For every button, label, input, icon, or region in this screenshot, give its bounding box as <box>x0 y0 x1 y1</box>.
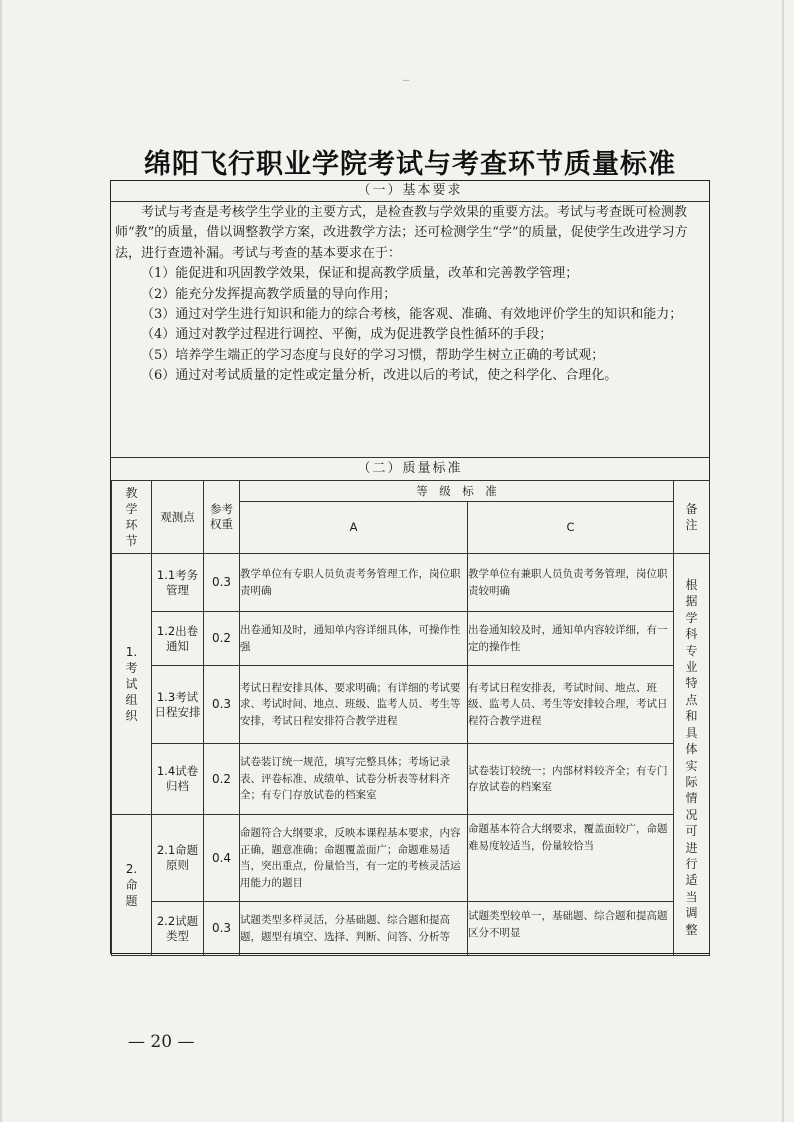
grade-c-cell: 试题类型较单一，基础题、综合题和提高题区分不明显 <box>468 902 674 956</box>
point-cell: 1.3考试日程安排 <box>152 666 204 744</box>
weight-cell: 0.2 <box>204 612 240 666</box>
note-cell: 根据学科专业特点和具体实际情况可进行适当调整 <box>674 554 710 956</box>
table-row <box>112 666 710 744</box>
table-row <box>112 902 710 956</box>
point-cell: 2.1命题原则 <box>152 815 204 902</box>
weight-cell: 0.3 <box>204 666 240 744</box>
header-stage: 教学环节 <box>112 481 152 554</box>
scan-edge-left <box>0 0 2 1122</box>
table-header-row <box>112 481 710 502</box>
weight-cell: 0.2 <box>204 744 240 815</box>
stage-cell: 1.考试组织 <box>112 554 152 815</box>
stage-cell: 2.命题 <box>112 815 152 956</box>
standards-frame <box>110 180 710 954</box>
grade-a-cell: 考试日程安排具体、要求明确；有详细的考试要求、考试时间、地点、班级、监考人员、考生等安排，考试日程安排符合教学进程 <box>240 666 468 744</box>
grade-a-cell: 出卷通知及时，通知单内容详细具体，可操作性强 <box>240 612 468 666</box>
table-row <box>112 554 710 612</box>
grade-c-cell: 试卷装订较统一；内部材料较齐全；有专门存放试卷的档案室 <box>468 744 674 815</box>
point-cell: 1.4试卷归档 <box>152 744 204 815</box>
section1-heading: （一）基本要求 <box>111 181 709 202</box>
quality-standards-table <box>111 480 710 956</box>
requirement-item: （5）培养学生端正的学习态度与良好的学习习惯，帮助学生树立正确的考试观； <box>141 347 605 363</box>
header-grade-c: C <box>468 502 674 554</box>
point-cell: 2.2试题类型 <box>152 902 204 956</box>
grade-a-cell: 试卷装订统一规范，填写完整具体；考场记录表、评卷标准、成绩单、试卷分析表等材料齐全；有专门存放试卷的档案室 <box>240 744 468 815</box>
point-cell: 1.1考务管理 <box>152 554 204 612</box>
header-point: 观测点 <box>152 481 204 554</box>
document-title: 绵阳飞行职业学院考试与考查环节质量标准 <box>144 149 676 180</box>
page-mark: – <box>402 70 410 89</box>
grade-a-cell: 教学单位有专职人员负责考务管理工作，岗位职责明确 <box>240 554 468 612</box>
requirement-item: （4）通过对教学过程进行调控、平衡，成为促进教学良性循环的手段； <box>141 327 553 343</box>
weight-cell: 0.3 <box>204 554 240 612</box>
requirement-item: （2）能充分发挥提高教学质量的导向作用； <box>141 286 397 302</box>
requirement-item: （3）通过对学生进行知识和能力的综合考核，能客观、准确、有效地评价学生的知识和能力； <box>141 307 683 323</box>
page-number: — 20 — <box>128 1032 195 1052</box>
grade-c-cell: 命题基本符合大纲要求，覆盖面较广，命题难易度较适当，份量较恰当 <box>468 815 674 902</box>
scan-edge-right <box>782 0 784 1122</box>
weight-cell: 0.3 <box>204 902 240 956</box>
section1-intro: 考试与考查是考核学生学业的主要方式，是检查教与学效果的重要方法。考试与考查既可检测教师“教”的质量，借以调整教学方案，改进教学方法；还可检测学生“学”的质量，促使学生改进学习方法，进行查遗补漏。考试与考查的基本要求在于： <box>115 205 688 261</box>
header-grade: 等 级 标 准 <box>240 481 674 502</box>
table-row <box>112 744 710 815</box>
requirement-item: （1）能促进和巩固教学效果，保证和提高教学质量，改革和完善教学管理； <box>141 266 579 282</box>
grade-a-cell: 命题符合大纲要求，反映本课程基本要求，内容正确，题意准确；命题覆盖面广；命题难易适当，突出重点，份量恰当，有一定的考核灵活运用能力的题目 <box>240 815 468 902</box>
weight-cell: 0.4 <box>204 815 240 902</box>
point-cell: 1.2出卷通知 <box>152 612 204 666</box>
grade-a-cell: 试题类型多样灵活，分基础题、综合题和提高题，题型有填空、选择、判断、问答、分析等 <box>240 902 468 956</box>
section2-heading: （二）质量标准 <box>111 457 709 481</box>
table-row <box>112 815 710 902</box>
table-row <box>112 612 710 666</box>
grade-c-cell: 有考试日程安排表，考试时间、地点、班级、监考人员、考生等安排较合理，考试日程符合教学进程 <box>468 666 674 744</box>
grade-c-cell: 教学单位有兼职人员负责考务管理，岗位职责较明确 <box>468 554 674 612</box>
requirement-item: （6）通过对考试质量的定性或定量分析，改进以后的考试，使之科学化、合理化。 <box>141 368 618 384</box>
header-grade-a: A <box>240 502 468 554</box>
grade-c-cell: 出卷通知较及时，通知单内容较详细，有一定的操作性 <box>468 612 674 666</box>
header-weight: 参考权重 <box>204 481 240 554</box>
section1-body <box>115 203 705 453</box>
header-note: 备注 <box>674 481 710 554</box>
